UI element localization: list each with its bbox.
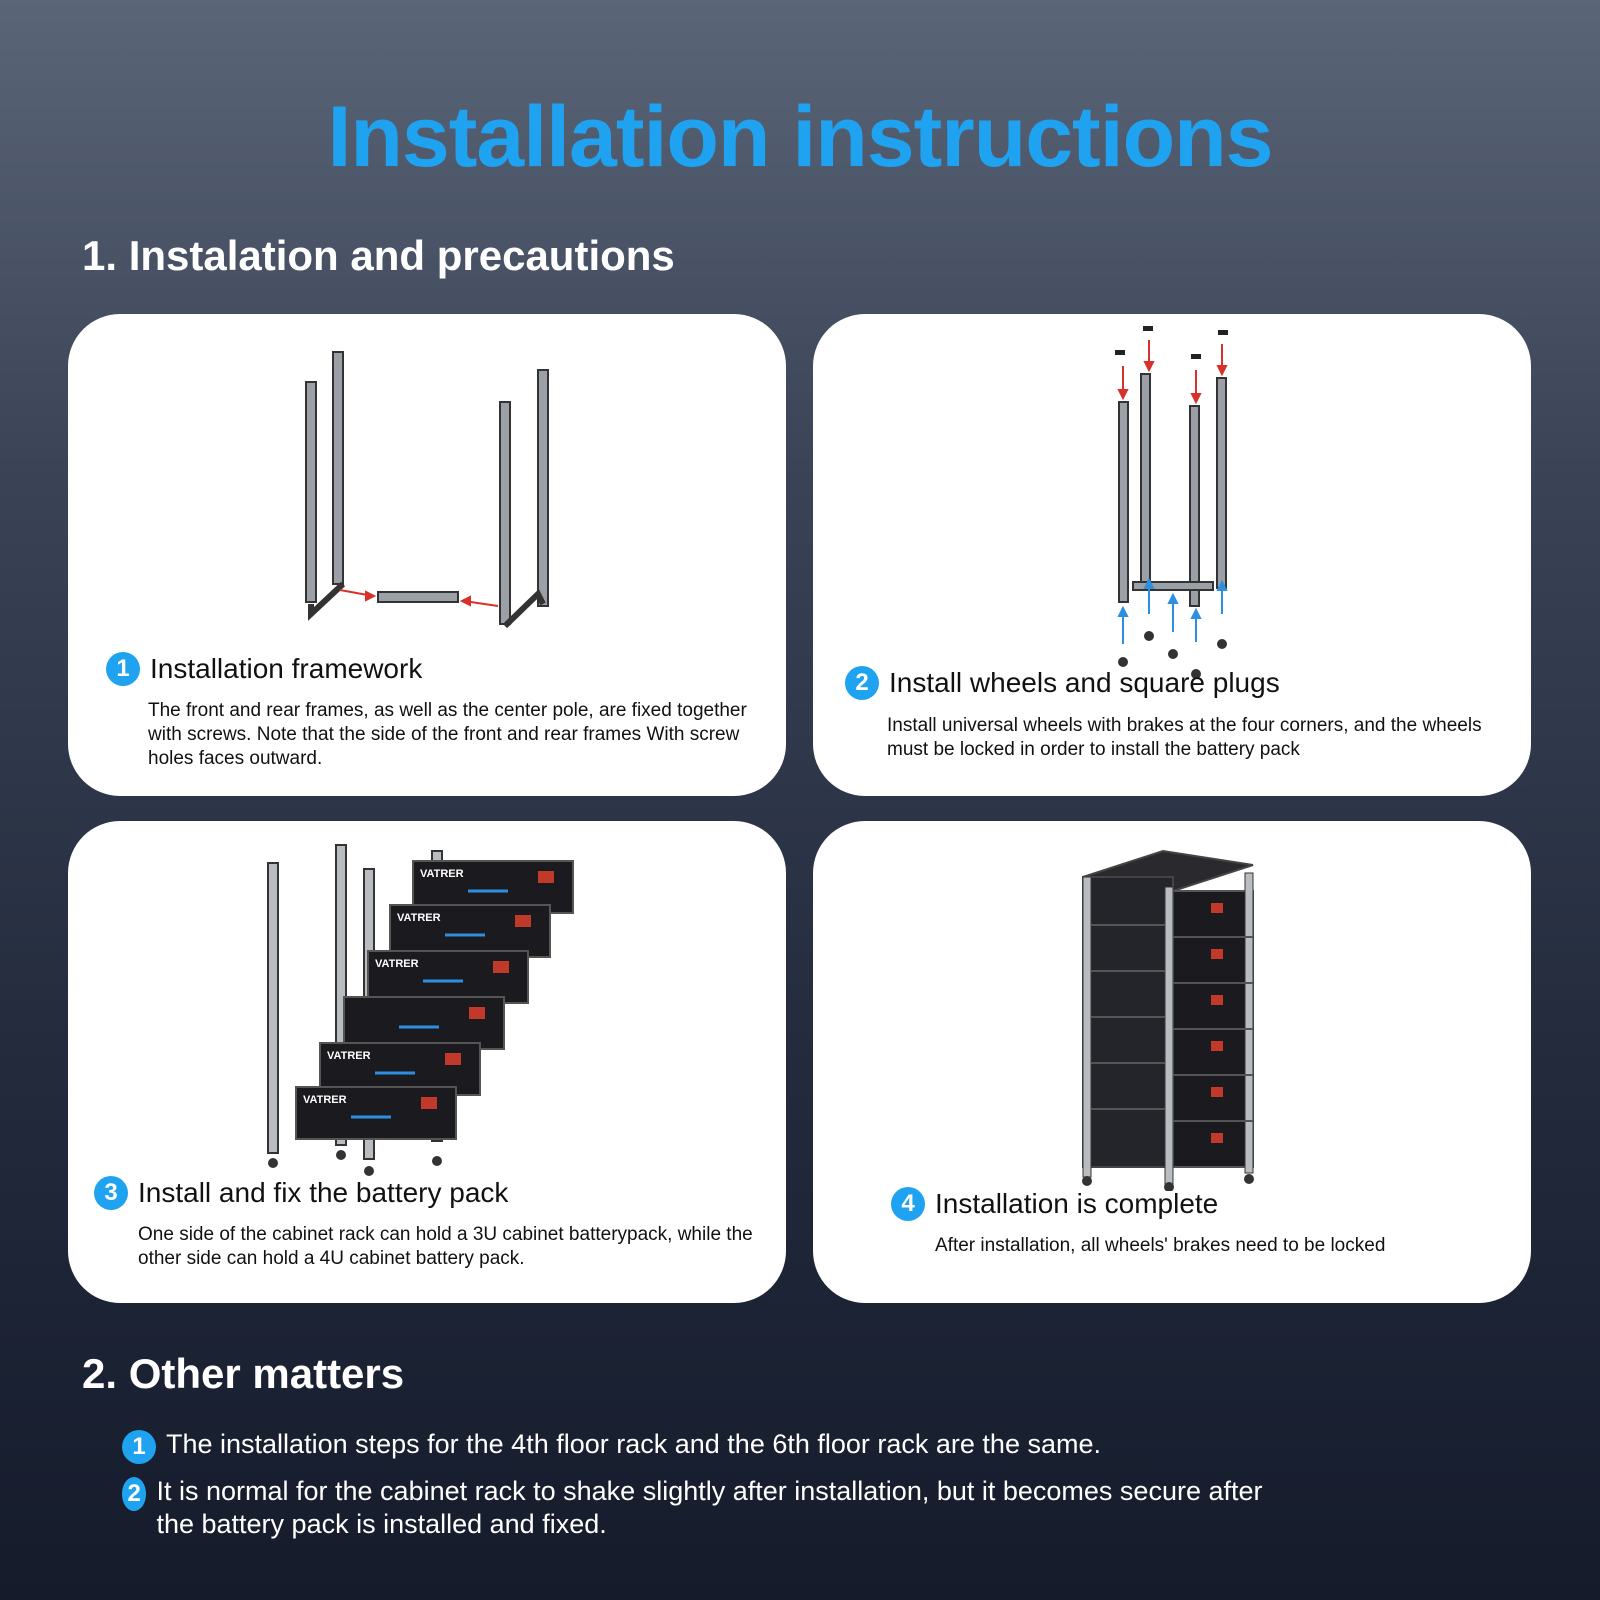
note-number-badge: 1 <box>122 1430 156 1464</box>
step-header-2 <box>845 666 1280 700</box>
step-header-4 <box>891 1187 1218 1221</box>
step-card-3 <box>68 821 786 1303</box>
step-description: One side of the cabinet rack can hold a 3U cabinet batterypack, while the other side can hold a 4U cabinet battery pack. <box>138 1224 753 1269</box>
note-text: It is normal for the cabinet rack to shake slightly after installation, but it becomes secure after the battery pack is installed and fixed. <box>156 1476 1263 1539</box>
page-title: Installation instructions <box>327 89 1273 185</box>
step-number-badge: 3 <box>94 1176 128 1210</box>
step-card-2 <box>813 314 1531 796</box>
section-heading-precautions: 1. Instalation and precautions <box>82 232 675 279</box>
frame-illustration <box>68 314 786 644</box>
battery-brand-label: VATRER <box>327 1050 371 1062</box>
step-title: Installation framework <box>150 653 423 684</box>
note-item-2 <box>122 1475 1282 1541</box>
note-item-1 <box>122 1428 1322 1464</box>
step-title: Install and fix the battery pack <box>138 1177 509 1208</box>
section-heading-other-matters: 2. Other matters <box>82 1350 405 1397</box>
wheels-illustration <box>813 314 1531 684</box>
step-header-3 <box>94 1176 508 1210</box>
note-text: The installation steps for the 4th floor rack and the 6th floor rack are the same. <box>166 1429 1101 1459</box>
step-title: Install wheels and square plugs <box>889 667 1280 698</box>
battery-install-illustration <box>68 821 786 1181</box>
step-card-4 <box>813 821 1531 1303</box>
step-description: The front and rear frames, as well as the center pole, are fixed together with screws. Note that the side of the front and rear frames With screw holes faces outward. <box>148 700 747 769</box>
step-number-badge: 2 <box>845 666 879 700</box>
note-number-badge: 2 <box>122 1477 146 1511</box>
battery-brand-label: VATRER <box>397 912 441 924</box>
battery-brand-label: VATRER <box>375 958 419 970</box>
step-description: After installation, all wheels' brakes need to be locked <box>935 1235 1386 1256</box>
step-number-badge: 1 <box>106 652 140 686</box>
battery-brand-label: VATRER <box>420 868 464 880</box>
step-number-badge: 4 <box>891 1187 925 1221</box>
step-title: Installation is complete <box>935 1188 1219 1219</box>
step-header-1 <box>106 652 422 686</box>
step-description: Install universal wheels with brakes at the four corners, and the wheels must be locked in order to install the battery pack <box>887 715 1482 760</box>
battery-brand-label: VATRER <box>303 1094 347 1106</box>
complete-rack-illustration <box>813 821 1531 1191</box>
step-card-1 <box>68 314 786 796</box>
